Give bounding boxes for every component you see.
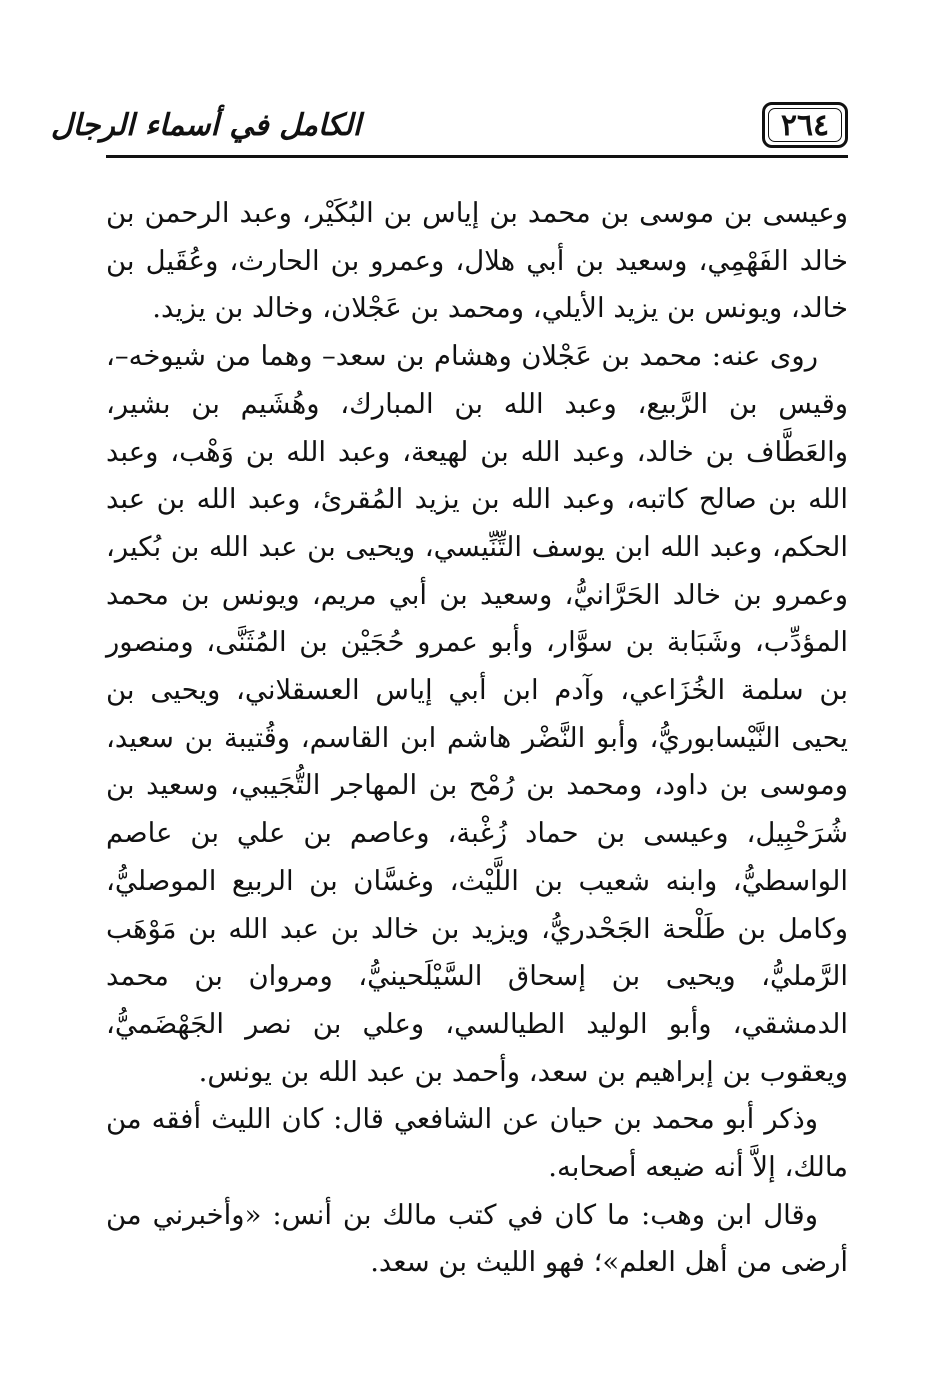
book-title-calligraphy: [50, 98, 362, 152]
paragraph-shafii-quote: وذكر أبو محمد بن حيان عن الشافعي قال: كان الليث أفقه من مالك، إلاَّ أنه ضيعه أصحابه.: [106, 1103, 848, 1184]
page-body: [106, 190, 848, 1287]
paragraph-narrators-continued: وعيسى بن موسى بن محمد بن إياس بن البُكَيْر، وعبد الرحمن بن خالد الفَهْمِي، وسعيد بن أبي هلال، وعمرو بن الحارث، وعُقَيل بن خالد، ويونس بن يزيد الأيلي، ومحمد بن عَجْلان، وخالد بن يزيد.: [106, 197, 848, 325]
page-header: [50, 98, 848, 158]
page-number-frame: [762, 102, 848, 148]
header-divider: [106, 155, 848, 158]
paragraph-students: روى عنه: محمد بن عَجْلان وهشام بن سعد– وهما من شيوخه–، وقيس بن الرَّبيع، وعبد الله بن المبارك، وهُشَيم بن بشير، والعَطَّاف بن خالد، وعبد الله بن لهيعة، وعبد الله بن وَهْب، وعبد الله بن صالح كاتبه، وعبد الله بن يزيد المُقرئ، وعبد الله بن عبد الحكم، وعبد الله ابن يوسف التِّنِّيسي، ويحيى بن عبد الله بن بُكير، وعمرو بن خالد الحَرَّانيُّ، وسعيد بن أبي مريم، ويونس بن محمد المؤدِّب، وشَبَابة بن سوَّار، وأبو عمرو حُجَيْن بن المُثَنَّى، ومنصور بن سلمة الخُزَاعي، وآدم ابن أبي إياس العسقلاني، ويحيى بن يحيى النَّيْسابوريُّ، وأبو النَّضْر هاشم ابن القاسم، وقُتيبة بن سعيد، وموسى بن داود، ومحمد بن رُمْح بن المهاجر التُّجَيبي، وسعيد بن شُرَحْبِيل، وعيسى بن حماد زُغْبة، وعاصم بن علي بن عاصم الواسطيُّ، وابنه شعيب بن اللَّيْث، وغسَّان بن الربيع الموصليُّ، وكامل بن طَلْحة الجَحْدريُّ، ويزيد بن خالد بن عبد الله بن مَوْهَب الرَّمليُّ، ويحيى بن إسحاق السَّيْلَحينيُّ، ومروان بن محمد الدمشقي، وأبو الوليد الطيالسي، وعلي بن نصر الجَهْضَميُّ، ويعقوب بن إبراهيم بن سعد، وأحمد بن عبد الله بن يونس.: [106, 340, 848, 1088]
book-title: الكامل في أسماء الرجال: [50, 107, 362, 143]
page-number: ٢٦٤: [780, 107, 830, 143]
paragraph-ibn-wahb-quote: وقال ابن وهب: ما كان في كتب مالك بن أنس: «وأخبرني من أرضى من أهل العلم»؛ فهو الليث بن سعد.: [106, 1198, 848, 1279]
